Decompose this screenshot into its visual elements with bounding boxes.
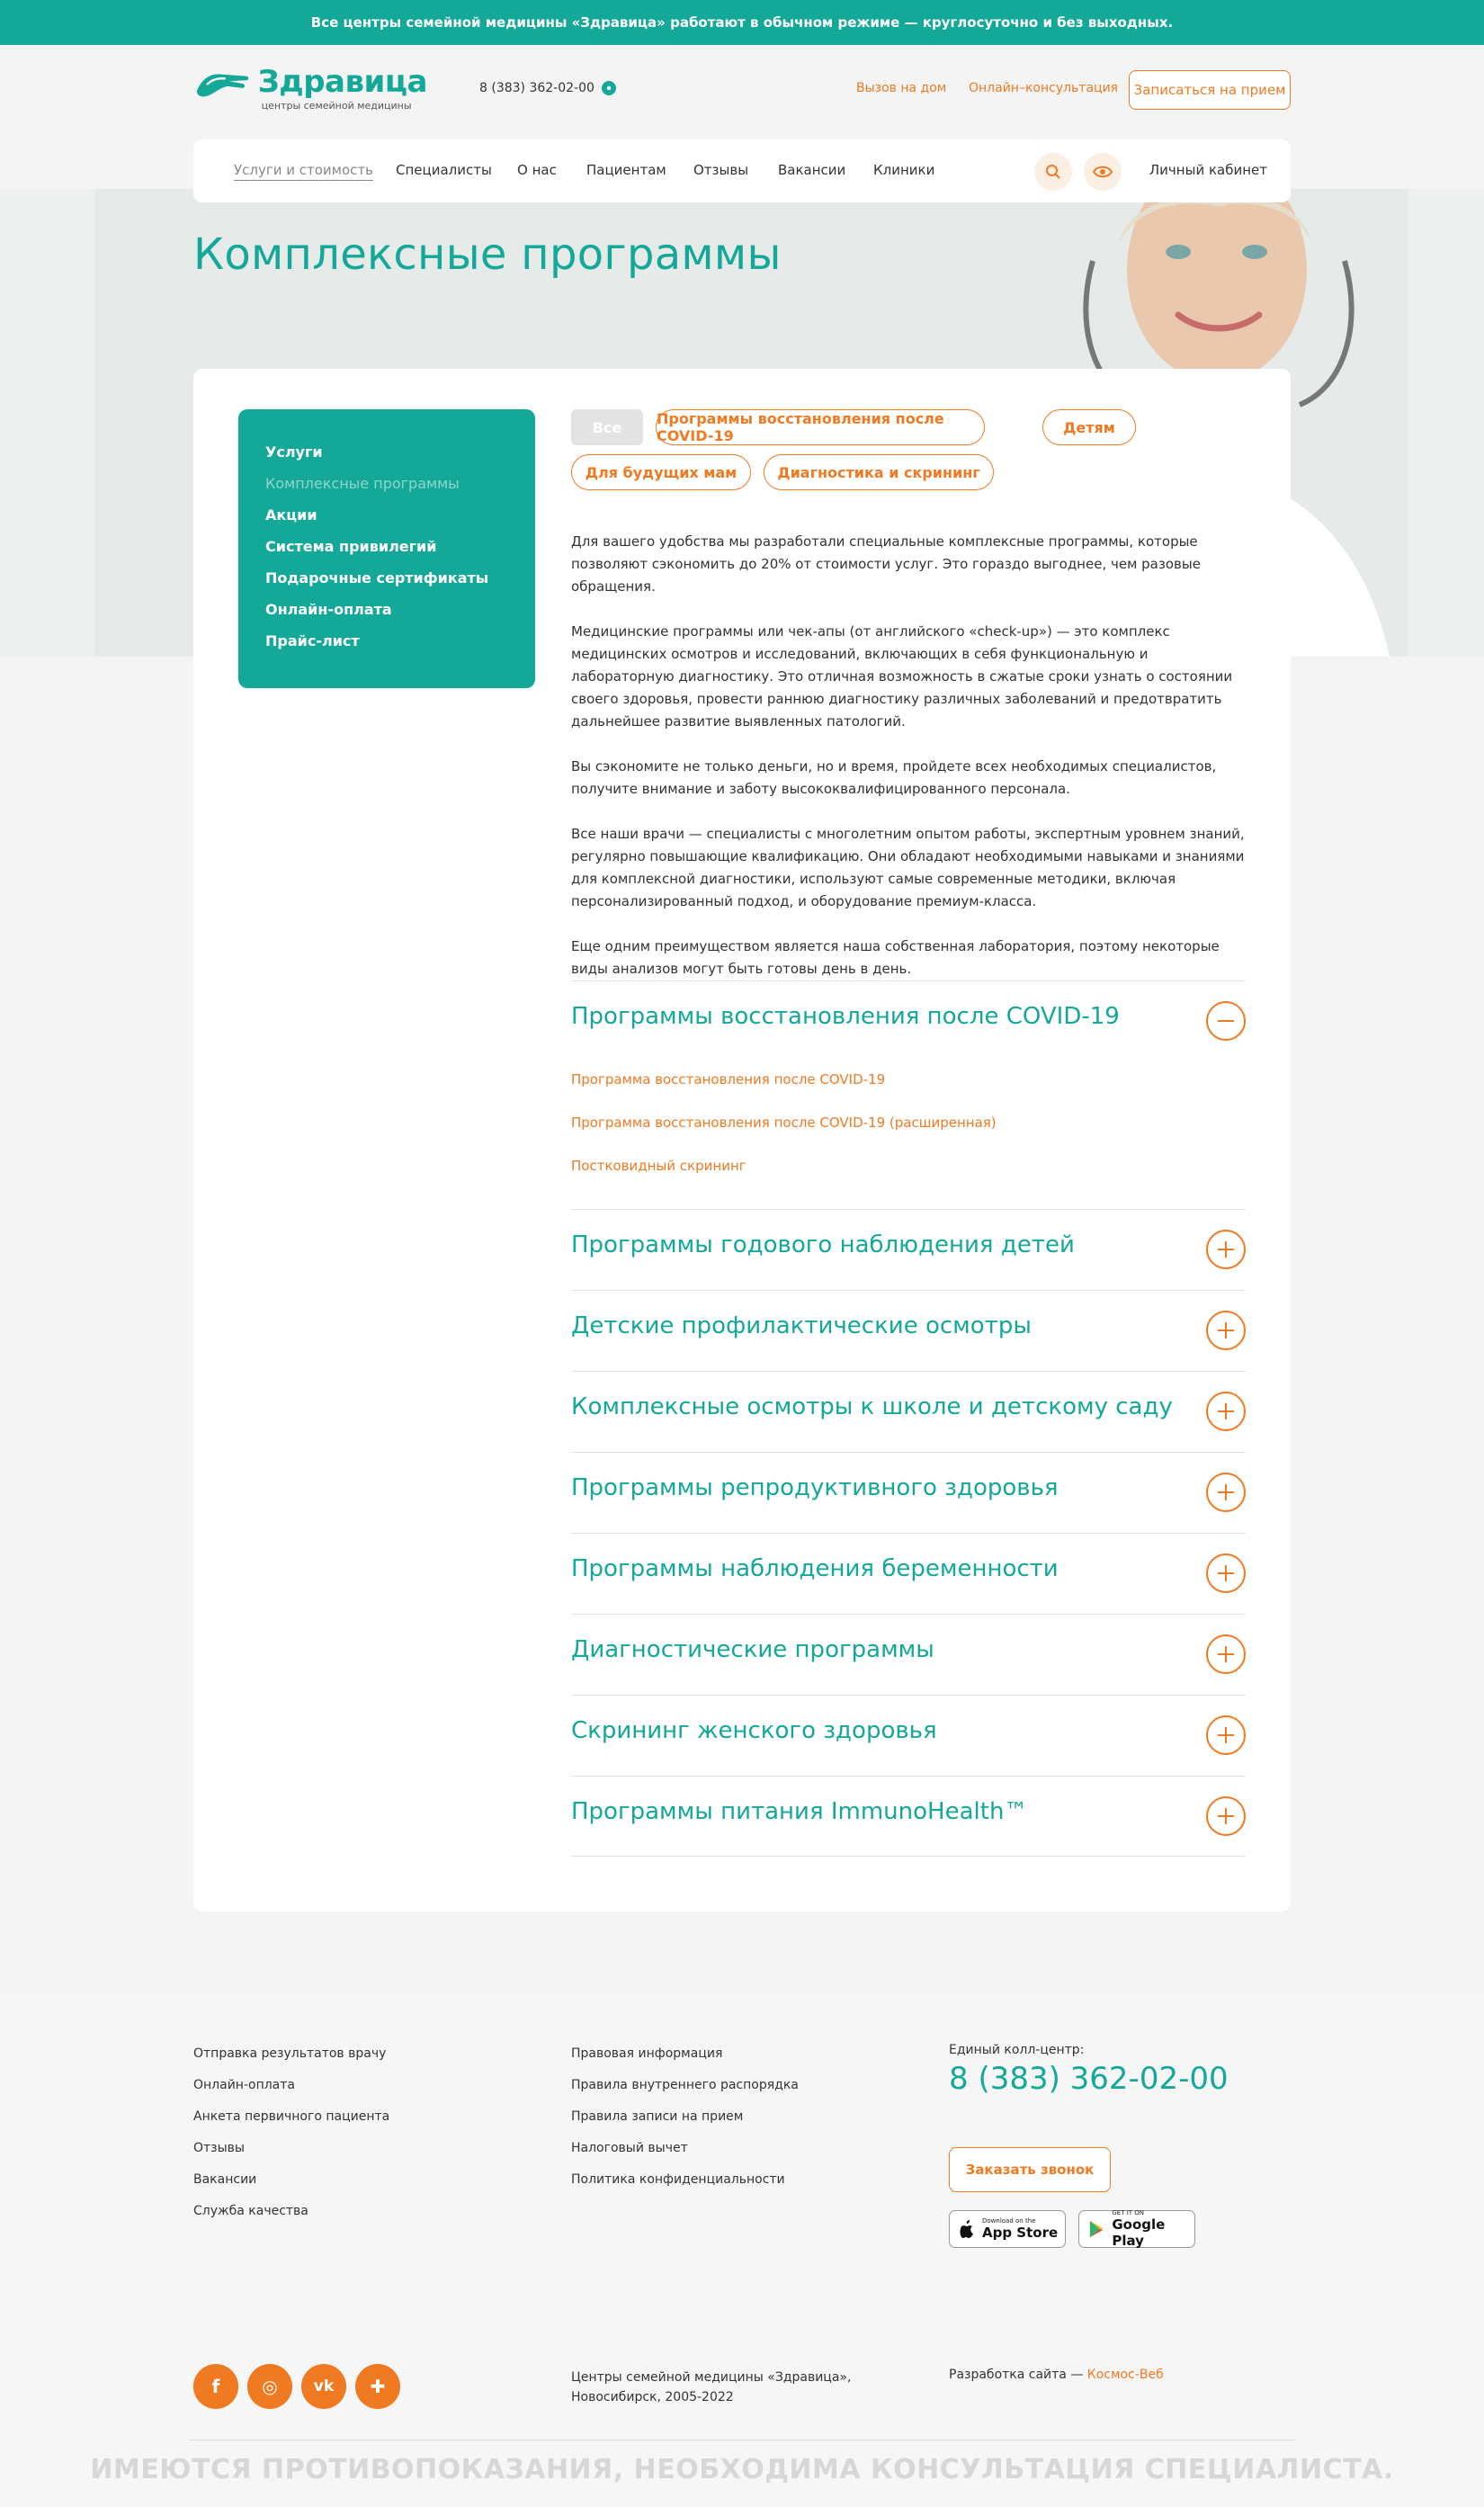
accordion-title[interactable]: Диагностические программы xyxy=(571,1636,934,1663)
header-phone[interactable] xyxy=(479,81,616,95)
app-store-badges xyxy=(949,2210,1229,2248)
expand-icon[interactable] xyxy=(1206,1473,1246,1512)
sidebar-item-privileges[interactable]: Система привилегий xyxy=(265,538,437,555)
logo-hand-icon xyxy=(193,65,258,104)
call-center-phone[interactable]: 8 (383) 362-02-00 xyxy=(949,2061,1229,2097)
content-card xyxy=(193,369,1291,1912)
footer-contact xyxy=(949,2043,1229,2248)
intro-paragraph: Все наши врачи — специалисты с многолетним опытом работы, экспертным уровнем знаний, регулярно повышающие квалификацию. Они обладают необходимыми навыками и знаниями для комплексной диагностики, используют самые современные методики, включая персонализированный подход, и оборудование премиум-класса. xyxy=(571,826,1245,909)
accordion-title[interactable]: Скрининг женского здоровья xyxy=(571,1717,937,1744)
nav-reviews[interactable]: Отзывы xyxy=(693,162,749,178)
app-store-small-text: Download on the xyxy=(982,2217,1036,2225)
footer-link[interactable]: Онлайн-оплата xyxy=(193,2078,295,2092)
program-link[interactable]: Программа восстановления после COVID-19 xyxy=(571,1071,886,1088)
footer-link[interactable]: Налоговый вычет xyxy=(571,2141,688,2155)
logo-subtitle: центры семейной медицины xyxy=(261,100,412,112)
developer-prefix: Разработка сайта — xyxy=(949,2368,1087,2382)
expand-icon[interactable] xyxy=(1206,1392,1246,1431)
copyright-line: Новосибирск, 2005-2022 xyxy=(571,2390,734,2404)
footer-link[interactable]: Политика конфиденциальности xyxy=(571,2172,785,2187)
nav-patients[interactable]: Пациентам xyxy=(586,162,666,178)
accordion-item[interactable] xyxy=(571,1614,1246,1695)
contraindications-warning: ИМЕЮТСЯ ПРОТИВОПОКАЗАНИЯ, НЕОБХОДИМА КОНСУЛЬТАЦИЯ СПЕЦИАЛИСТА. xyxy=(90,2454,1394,2485)
app-store-label: App Store xyxy=(982,2225,1059,2241)
google-play-small-text: GET IT ON xyxy=(1112,2209,1145,2216)
header-phone-number: 8 (383) 362-02-00 xyxy=(479,81,594,95)
page-title: Комплексные программы xyxy=(193,229,782,280)
filter-all[interactable]: Все xyxy=(571,409,643,445)
main-nav xyxy=(193,139,1291,202)
intro-paragraph: Медицинские программы или чек-апы (от английского «check-up») — это комплекс медицинских осмотров и исследований, включающих в себя функциональную и лабораторную диагностику. Это отличная возможность в сжатые сроки узнать о состоянии своего здоровья, провести раннюю диагностику различных заболеваний и предотвратить дальнейшее развитие выявленных патологий. xyxy=(571,623,1233,730)
expand-icon[interactable] xyxy=(1206,1230,1246,1269)
facebook-icon[interactable]: f xyxy=(193,2364,238,2409)
footer-link[interactable]: Отзывы xyxy=(193,2141,245,2155)
footer-links-col1 xyxy=(193,2046,389,2235)
footer-link[interactable]: Правила внутреннего распорядка xyxy=(571,2078,799,2092)
accordion-title[interactable]: Программы годового наблюдения детей xyxy=(571,1231,1075,1258)
expand-icon[interactable] xyxy=(1206,1796,1246,1836)
footer-link[interactable]: Анкета первичного пациента xyxy=(193,2109,390,2124)
accordion-item-open[interactable] xyxy=(571,980,1246,1209)
home-visit-link[interactable]: Вызов на дом xyxy=(856,81,947,95)
sidebar-item-services[interactable]: Услуги xyxy=(265,443,323,461)
call-center-label: Единый колл-центр: xyxy=(949,2043,1085,2057)
intro-paragraph: Вы сэкономите не только деньги, но и время, пройдете всех необходимых специалистов, получите внимание и заботу высококвалифицированного персонала. xyxy=(571,758,1217,797)
sidebar-item-gift-certificates[interactable]: Подарочные сертификаты xyxy=(265,569,489,586)
announcement-bar xyxy=(0,0,1484,45)
programs-accordion xyxy=(571,980,1246,1857)
google-play-label: Google Play xyxy=(1112,2216,1166,2249)
expand-icon[interactable] xyxy=(1206,1634,1246,1674)
expand-icon[interactable] xyxy=(1206,1715,1246,1755)
accordion-title[interactable]: Программы наблюдения беременности xyxy=(571,1555,1059,1582)
sidebar-item-online-payment[interactable]: Онлайн-оплата xyxy=(265,601,392,618)
accordion-item[interactable] xyxy=(571,1209,1246,1290)
intro-text xyxy=(571,531,1255,1003)
nav-vacancies[interactable]: Вакансии xyxy=(778,162,846,178)
footer-links-col2 xyxy=(571,2046,799,2204)
nav-about[interactable]: О нас xyxy=(517,162,557,178)
accordion-title[interactable]: Программы восстановления после COVID-19 xyxy=(571,1003,1120,1030)
accordion-item[interactable] xyxy=(571,1533,1246,1614)
online-consultation-link[interactable]: Онлайн–консультация xyxy=(969,81,1119,95)
header xyxy=(193,63,1291,117)
program-link[interactable]: Постковидный скрининг xyxy=(571,1158,746,1174)
accordion-title[interactable]: Программы репродуктивного здоровья xyxy=(571,1474,1059,1501)
footer xyxy=(0,1992,1484,2507)
book-appointment-button[interactable]: Записаться на прием xyxy=(1129,70,1291,110)
developer-credit xyxy=(949,2368,1164,2382)
copyright xyxy=(571,2368,851,2407)
announcement-text: Все центры семейной медицины «Здравица» работают в обычном режиме — круглосуточно и без выходных. xyxy=(310,14,1174,31)
filter-diagnostics[interactable]: Диагностика и скрининг xyxy=(764,454,994,490)
logo-name: Здравица xyxy=(257,64,427,100)
accordion-item[interactable] xyxy=(571,1290,1246,1371)
search-icon[interactable] xyxy=(1034,153,1072,191)
instagram-icon[interactable]: ◎ xyxy=(247,2364,292,2409)
google-play-icon xyxy=(1088,2219,1104,2239)
logo[interactable] xyxy=(193,65,427,115)
copyright-line: Центры семейной медицины «Здравица», xyxy=(571,2370,852,2385)
apple-icon xyxy=(959,2219,975,2239)
accordion-title[interactable]: Комплексные осмотры к школе и детскому саду xyxy=(571,1393,1173,1420)
accordion-title[interactable]: Программы питания ImmunoHealth™ xyxy=(571,1798,1028,1825)
nav-clinics[interactable]: Клиники xyxy=(873,162,935,178)
nav-services[interactable]: Услуги и стоимость xyxy=(234,162,373,181)
sidebar-item-complex-programs[interactable]: Комплексные программы xyxy=(265,475,460,492)
developer-link[interactable]: Космос-Веб xyxy=(1086,2368,1164,2382)
intro-paragraph: Для вашего удобства мы разработали специальные комплексные программы, которые позволяют сэкономить до 20% от стоимости услуг. Это гораздо выгоднее, чем разовые обращения. xyxy=(571,533,1201,595)
filter-covid[interactable]: Программы восстановления после COVID-19 xyxy=(656,409,985,445)
footer-link[interactable]: Отправка результатов врачу xyxy=(193,2046,387,2061)
request-callback-button[interactable]: Заказать звонок xyxy=(949,2147,1111,2192)
social-links xyxy=(193,2364,400,2409)
footer-link[interactable]: Вакансии xyxy=(193,2172,257,2187)
accordion-item[interactable] xyxy=(571,1695,1246,1776)
expand-icon[interactable] xyxy=(1206,1553,1246,1593)
accessibility-eye-icon[interactable] xyxy=(1084,153,1122,191)
filter-children[interactable]: Детям xyxy=(1042,409,1136,445)
accordion-item[interactable] xyxy=(571,1452,1246,1533)
nav-specialists[interactable]: Специалисты xyxy=(396,162,492,178)
intro-paragraph: Еще одним преимуществом является наша собственная лаборатория, поэтому некоторые виды анализов могут быть готовы день в день. xyxy=(571,938,1220,977)
google-play-badge[interactable] xyxy=(1078,2210,1195,2248)
vk-icon[interactable]: vk xyxy=(301,2364,346,2409)
sidebar-item-price-list[interactable]: Прайс-лист xyxy=(265,632,360,649)
sidebar-item-promotions[interactable]: Акции xyxy=(265,506,317,524)
whatsapp-icon[interactable] xyxy=(602,81,616,95)
accordion-title[interactable]: Детские профилактические осмотры xyxy=(571,1312,1032,1339)
footer-link[interactable]: Служба качества xyxy=(193,2204,308,2218)
personal-account-link[interactable]: Личный кабинет xyxy=(1149,162,1267,178)
filter-expecting-mothers[interactable]: Для будущих мам xyxy=(571,454,751,490)
accordion-item[interactable] xyxy=(571,1776,1246,1857)
zen-icon[interactable]: ✚ xyxy=(355,2364,400,2409)
collapse-icon[interactable] xyxy=(1206,1001,1246,1041)
expand-icon[interactable] xyxy=(1206,1311,1246,1350)
footer-link[interactable]: Правила записи на прием xyxy=(571,2109,744,2124)
app-store-badge[interactable] xyxy=(949,2210,1066,2248)
footer-link[interactable]: Правовая информация xyxy=(571,2046,723,2061)
section-sidebar xyxy=(238,409,535,688)
program-link[interactable]: Программа восстановления после COVID-19 (расширенная) xyxy=(571,1115,997,1131)
accordion-item[interactable] xyxy=(571,1371,1246,1452)
